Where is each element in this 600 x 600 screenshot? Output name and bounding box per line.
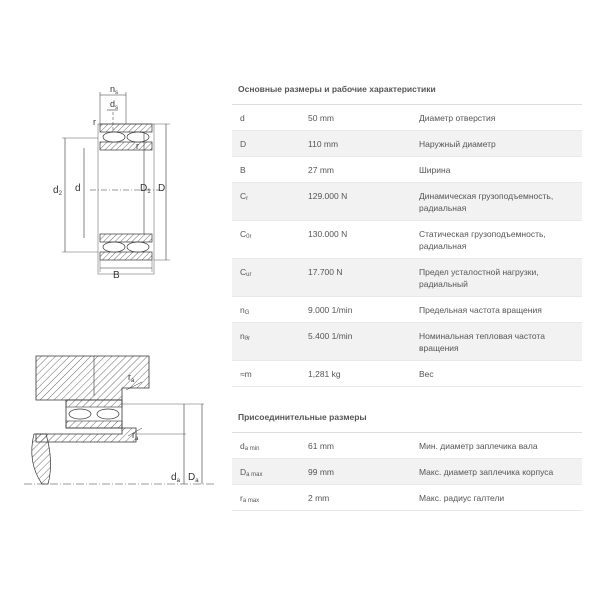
label-d1: $D_1$ <box>140 183 151 195</box>
row-description: Мин. диаметр заплечика вала <box>419 441 538 451</box>
row-symbol: d <box>240 441 245 451</box>
label-ra-bottom: $r_a$ <box>132 430 139 442</box>
row-description: Динамическая грузоподъемность, радиальная <box>419 191 554 213</box>
table-row: nG 9.000 1/min Предельная частота вращения <box>232 297 582 323</box>
table-row <box>232 131 582 157</box>
row-description: Наружный диаметр <box>419 139 496 149</box>
table-row: Da max 99 mm Макс. диаметр заплечика корпуса <box>232 459 582 485</box>
table-row: Cr 129.000 N Динамическая грузоподъемность, радиальная <box>232 183 582 221</box>
mounting-dimensions-table <box>232 432 582 511</box>
row-symbol: n <box>240 305 245 315</box>
row-value: 17.700 N <box>308 267 343 277</box>
row-value: 129.000 N <box>308 191 348 201</box>
row-value: 130.000 N <box>308 229 348 239</box>
row-value: 27 mm <box>308 165 334 175</box>
label-ds: $d_s$ <box>110 99 119 111</box>
row-description: Ширина <box>419 165 451 175</box>
row-description: Макс. радиус галтели <box>419 493 505 503</box>
row-symbol: D <box>240 139 247 149</box>
label-ra-top: $r_a$ <box>128 372 135 384</box>
row-value: 5.400 1/min <box>308 331 353 341</box>
main-dimensions-table <box>232 104 582 387</box>
row-symbol: ≈m <box>240 369 252 379</box>
label-da: $d_a$ <box>171 472 180 484</box>
label-ns: $n_s$ <box>110 84 119 96</box>
row-symbol: C <box>240 267 247 277</box>
table-row <box>232 361 582 387</box>
mounting-drawing <box>24 352 214 492</box>
label-D: D <box>158 183 166 194</box>
label-r-right: r <box>136 141 139 151</box>
label-B: B <box>113 270 120 280</box>
table-row <box>232 105 582 131</box>
table-row: ra max 2 mm Макс. радиус галтели <box>232 485 582 511</box>
row-value: 50 mm <box>308 113 334 123</box>
label-r-left: r <box>93 117 96 127</box>
table-row: C0r 130.000 N Статическая грузоподъемность, радиальная <box>232 221 582 259</box>
row-description: Предельная частота вращения <box>419 305 542 315</box>
row-symbol: B <box>240 165 246 175</box>
row-description: Диаметр отверстия <box>419 113 496 123</box>
main-dimensions-title: Основные размеры и рабочие характеристики <box>238 84 436 94</box>
bearing-section-drawing <box>50 80 200 280</box>
label-Da: $D_a$ <box>188 472 199 484</box>
row-description: Макс. диаметр заплечика корпуса <box>419 467 554 477</box>
table-row: Cur 17.700 N Предел усталостной нагрузки, радиальный <box>232 259 582 297</box>
row-value: 9.000 1/min <box>308 305 353 315</box>
row-symbol: d <box>240 113 245 123</box>
row-symbol: C <box>240 191 247 201</box>
row-description: Номинальная тепловая частота вращения <box>419 331 545 353</box>
row-value: 110 mm <box>308 139 339 149</box>
row-value: 1,281 kg <box>308 369 341 379</box>
row-value: 2 mm <box>308 493 330 503</box>
row-symbol: r <box>240 493 243 503</box>
table-row: da min 61 mm Мин. диаметр заплечика вала <box>232 433 582 459</box>
row-description: Вес <box>419 369 434 379</box>
table-row <box>232 157 582 183</box>
row-symbol: n <box>240 331 245 341</box>
table-row: nϑr 5.400 1/min Номинальная тепловая частота вращения <box>232 323 582 361</box>
mounting-dimensions-title: Присоединительные размеры <box>238 412 367 422</box>
row-symbol: C <box>240 229 247 239</box>
row-description: Статическая грузоподъемность, радиальная <box>419 229 546 251</box>
row-description: Предел усталостной нагрузки, радиальный <box>419 267 539 289</box>
row-symbol: D <box>240 467 247 477</box>
label-d: d <box>75 183 81 194</box>
label-d2: $d_2$ <box>53 185 62 197</box>
row-value: 61 mm <box>308 441 334 451</box>
row-value: 99 mm <box>308 467 334 477</box>
